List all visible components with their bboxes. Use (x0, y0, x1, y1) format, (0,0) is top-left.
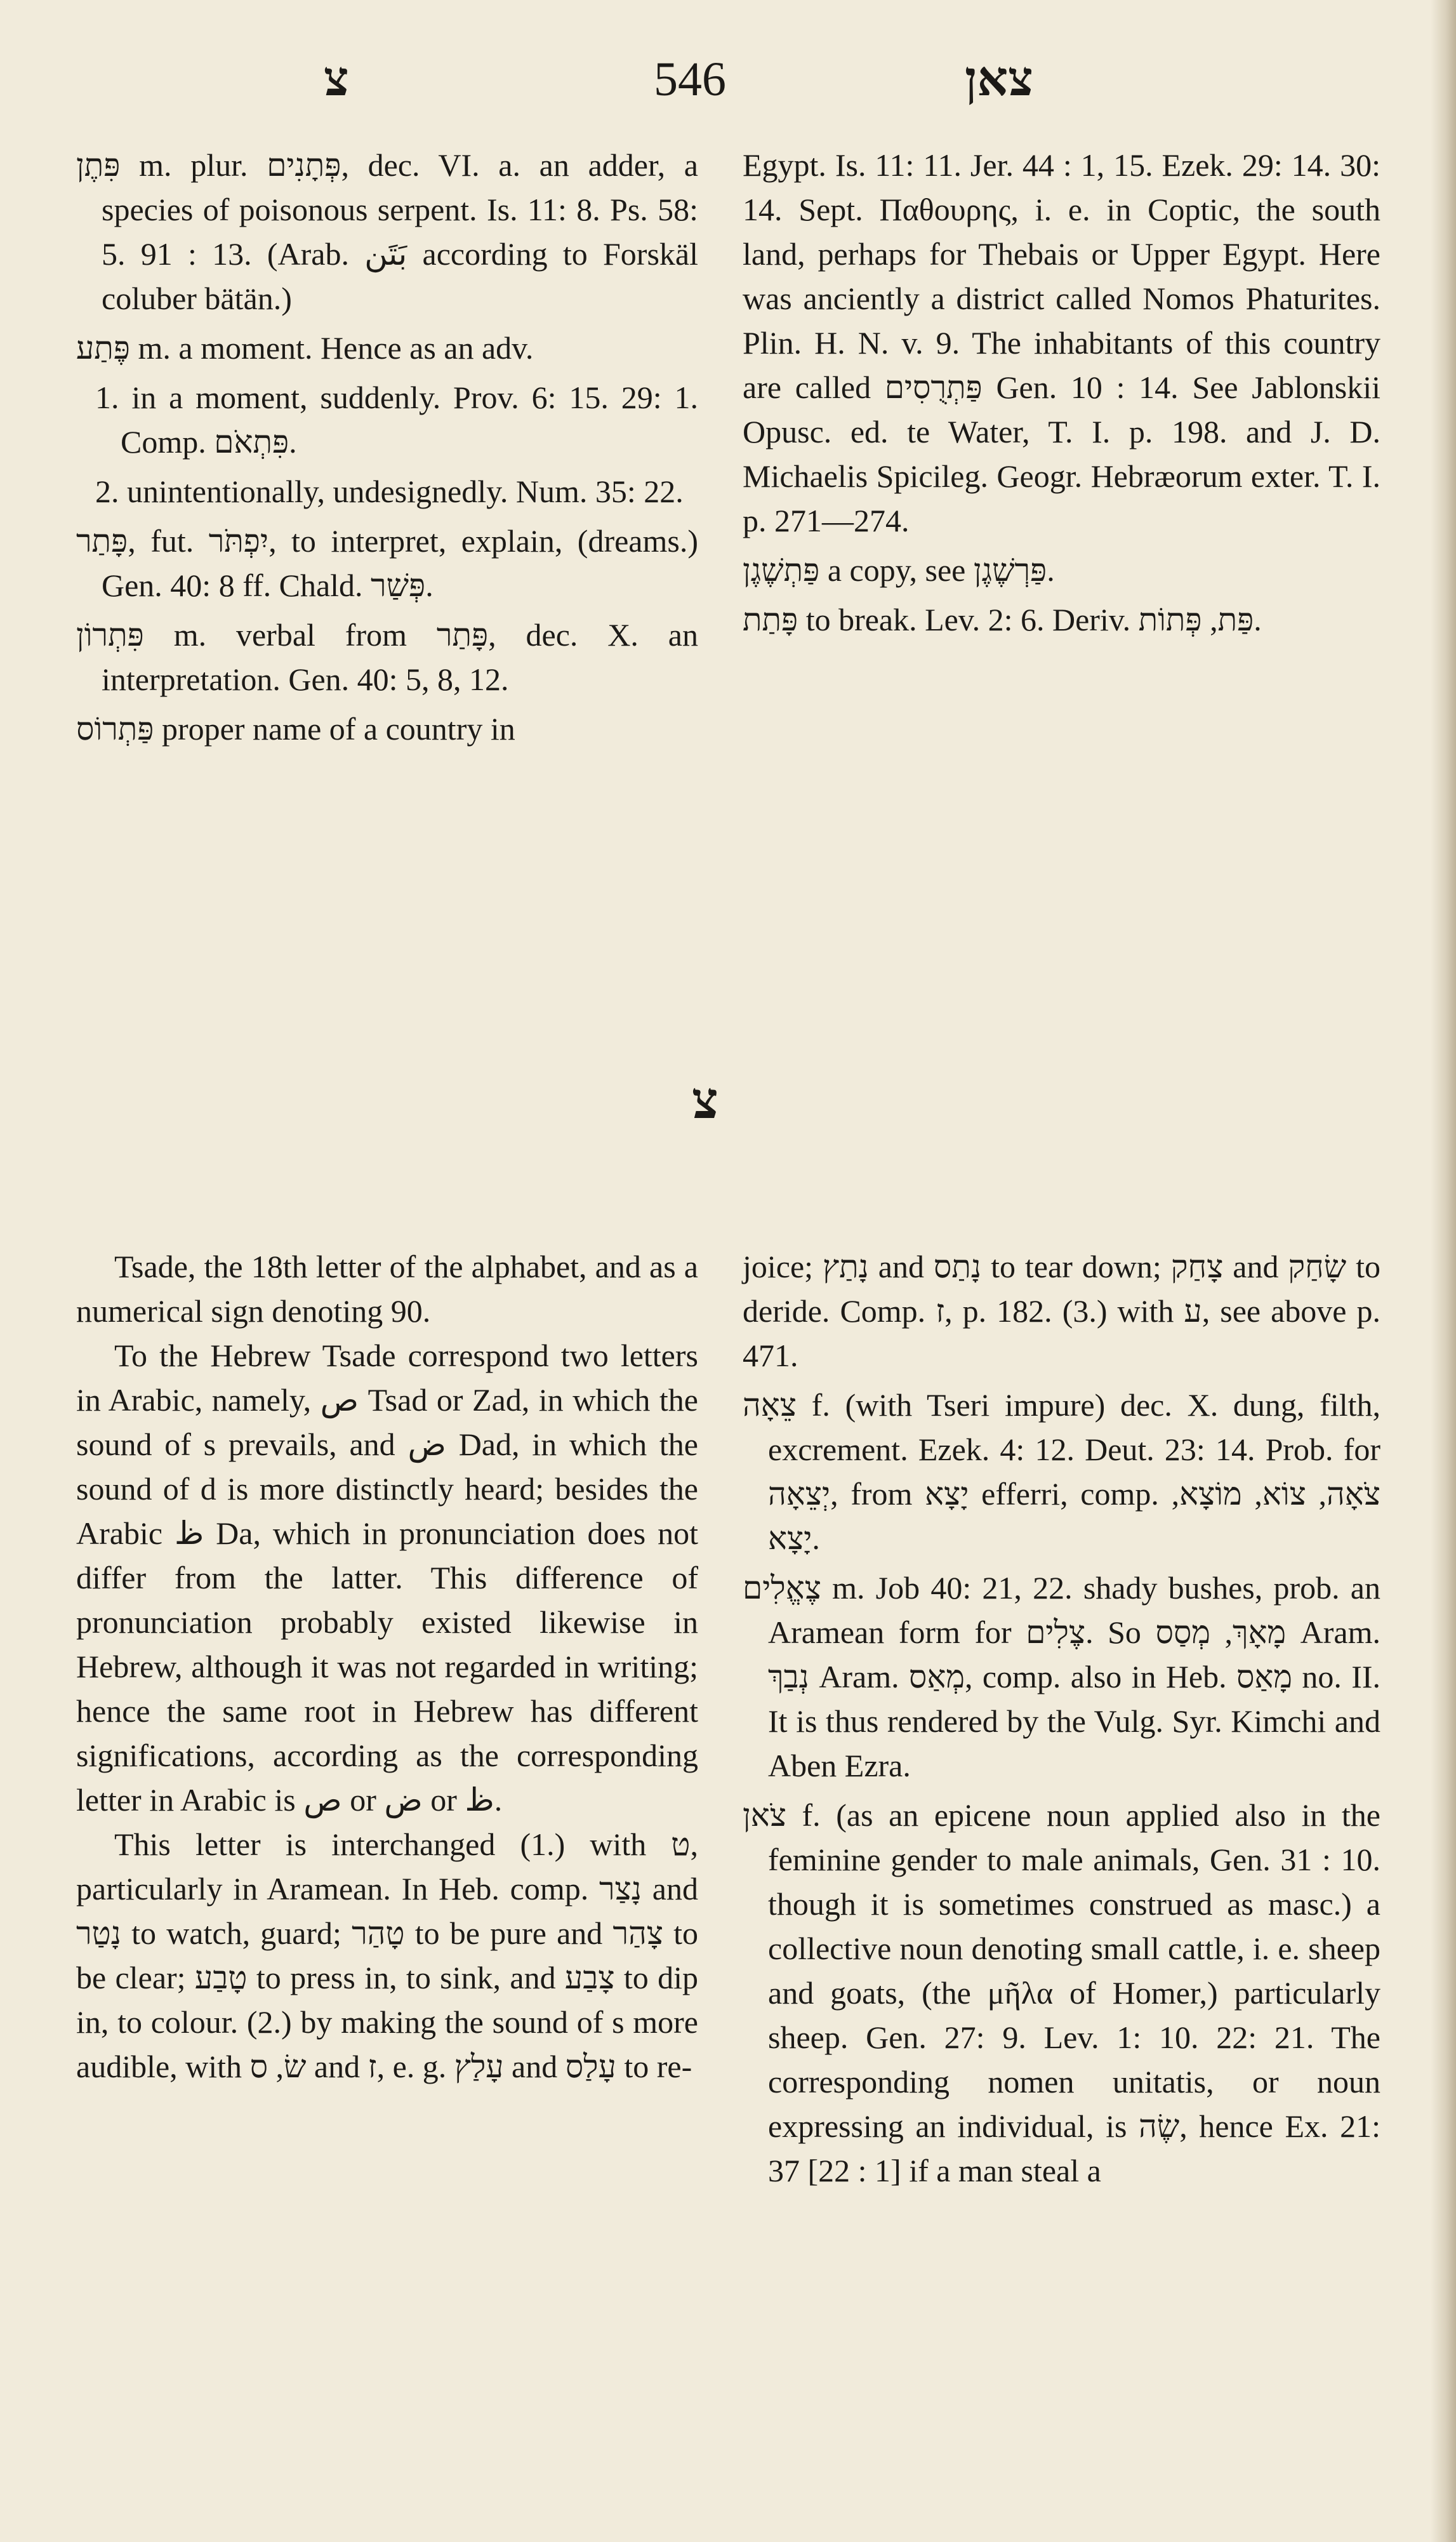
header-letter: צ (324, 53, 349, 106)
tsade-arabic: To the Hebrew Tsade correspond two letters in Arabic, namely, ص Tsad or Zad, in which the sound of s prevails, and ض Dad, in which the sound of d is more distinctly heard; besides the Arabic ظ Da, which in pronunciation does not differ from the latter. This difference of pronunciation probably existed likewise in Hebrew, although it was not regarded in writing; hence the same root in Hebrew has different significations, according as the corresponding letter in Arabic is ص or ض or ظ. (76, 1338, 698, 1818)
page-edge (1431, 0, 1456, 2542)
entry-tseelim: צֶאֱלִים m. Job 40: 21, 22. shady bushes, prob. an Aramean form for צֶלִים. So מָאָךְ, מְסַס Aram. נְבַךְ Aram. מְאַס, comp. also in Heb. מָאַס no. II. It is thus rendered by the Vulg. Syr. Kimchi and Aben Ezra. (743, 1570, 1381, 1783)
entry-pathros: פַּתְרוֹס proper name of a country in (76, 711, 515, 747)
entry-petha-sense-1: 1. in a moment, suddenly. Prov. 6: 15. 29: 1. Comp. פִּתְאֹם. (95, 380, 698, 460)
section-letter-tsade: צ (692, 1074, 718, 1129)
page-number: 546 (654, 53, 726, 106)
entry-pathar: פָּתַר, fut. יִפְתֹּר, to interpret, explain, (dreams.) Gen. 40: 8 ff. Chald. פְּשַׁר. (76, 523, 698, 603)
entry-petha: פֶּתַע m. a moment. Hence as an adv. (76, 330, 534, 366)
column-top-right (743, 143, 1380, 647)
tsade-interchange: This letter is interchanged (1.) with ט, particularly in Aramean. In Heb. comp. נָצַר and נָטַר to watch, guard; טָהַר to be pure and צָהַר to be clear; טָבַע to press in, to sink, and צָבַע to dip in, to colour. (2.) by making the sound of s more audible, with שׂ, ס and ז, e. g. עָלַץ and עָלַס to re- (76, 1827, 698, 2084)
entry-tseah: צֵאָה f. (with Tseri impure) dec. X. dung, filth, excrement. Ezek. 4: 12. Deut. 23: 14. Prob. for יְצֵאָה, from יָצָא efferri, comp. צֹאָה, צוֹא, מוֹצָא, יָצָא. (743, 1387, 1381, 1556)
tsade-interchange-cont: joice; נָתַץ and נָתַס to tear down; צָחַק and שָׂחַק to deride. Comp. ז, p. 182. (3.) with ע, see above p. 471. (743, 1249, 1380, 1373)
entry-pethen: פִּתֶן m. plur. פְּתָנִים, dec. VI. a. an adder, a species of poisonous serpent. Is. 11: 8. Ps. 58: 5. 91 : 13. (Arab. بَتَن according to Forskäl coluber bätän.) (76, 147, 698, 316)
column-bottom-left (76, 1244, 698, 2089)
column-bottom-right (743, 1244, 1380, 2198)
entry-pithron: פִּתְרוֹן m. verbal from פָּתַר, dec. X. an interpretation. Gen. 40: 5, 8, 12. (76, 617, 699, 697)
entry-pathath: פָּתַת to break. Lev. 2: 6. Deriv. פַּת, פְּתוֹת. (743, 602, 1262, 637)
entry-pathros-cont: Egypt. Is. 11: 11. Jer. 44 : 1, 15. Ezek. 29: 14. 30: 14. Sept. Παθουρης, i. e. in Coptic, the south land, perhaps for Thebais or Upper Egypt. Here was anciently a district called Nomos Phaturites. Plin. H. N. v. 9. The inhabitants of this country are called פַּתְרֻסִים Gen. 10 : 14. See Jablonskii Opusc. ed. te Water, T. I. p. 198. and J. D. Michaelis Spicileg. Geogr. Hebræorum exter. T. I. p. 271—274. (743, 147, 1380, 538)
column-top-left (76, 143, 698, 756)
entry-tson: צֹאן f. (as an epicene noun applied also in the feminine gender to male animals, Gen. 31 : 10. though it is sometimes construed as masc.) a collective noun denoting small cattle, i. e. sheep and goats, (the μῆλα of Homer,) particularly sheep. Gen. 27: 9. Lev. 1: 10. 22: 21. The corresponding nomen unitatis, or noun expressing an individual, is שֶׂה, hence Ex. 21: 37 [22 : 1] if a man steal a (743, 1797, 1380, 2188)
header-catchword: צאן (965, 53, 1033, 106)
entry-pathshegen: פַּתְשֶׁגֶן a copy, see פַּרְשֶׁגֶן. (743, 552, 1055, 588)
entry-petha-sense-2: 2. unintentionally, undesignedly. Num. 35: 22. (95, 474, 684, 509)
tsade-intro: Tsade, the 18th letter of the alphabet, and as a numerical sign denoting 90. (76, 1249, 698, 1329)
